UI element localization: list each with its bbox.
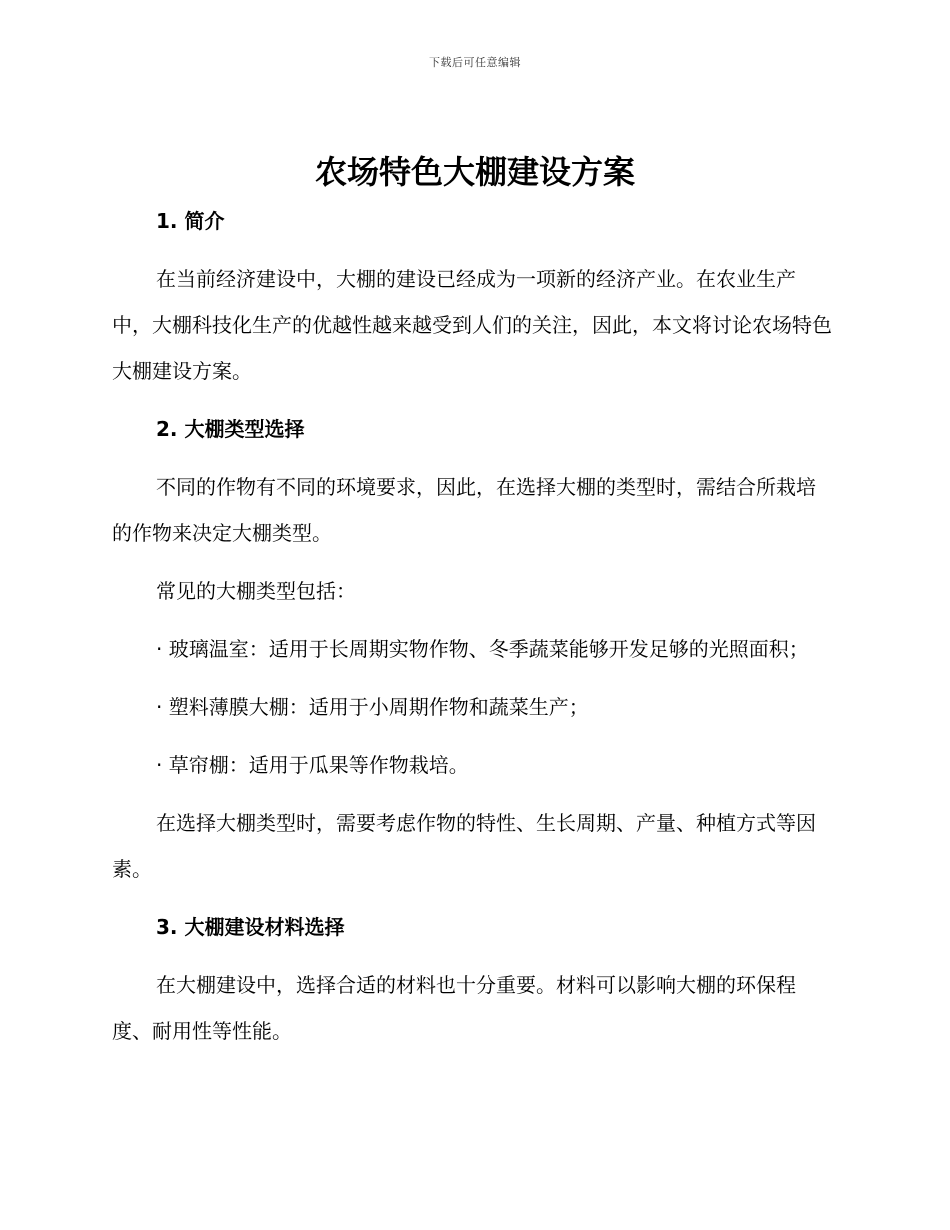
- section-heading-intro: 1. 简介: [156, 209, 225, 233]
- common-types-intro: 常见的大棚类型包括：: [156, 579, 356, 603]
- section-heading-greenhouse-types: 2. 大棚类型选择: [156, 417, 305, 441]
- document-body: [112, 198, 832, 1054]
- type-selection-factors-paragraph: 在选择大棚类型时，需要考虑作物的特性、生长周期、产量、种植方式等因素。: [112, 811, 816, 881]
- list-item-straw-curtain-shed: · 草帘棚：适用于瓜果等作物栽培。: [156, 753, 469, 777]
- intro-paragraph: 在当前经济建设中，大棚的建设已经成为一项新的经济产业。在农业生产中，大棚科技化生产的优越性越来越受到人们的关注，因此，本文将讨论农场特色大棚建设方案。: [112, 267, 832, 383]
- list-item-plastic-film-greenhouse: · 塑料薄膜大棚：适用于小周期作物和蔬菜生产；: [156, 695, 589, 719]
- page-header-note: 下载后可任意编辑: [429, 56, 521, 69]
- greenhouse-types-paragraph: 不同的作物有不同的环境要求，因此，在选择大棚的类型时，需结合所栽培的作物来决定大棚类型。: [112, 475, 816, 545]
- section-heading-materials: 3. 大棚建设材料选择: [156, 915, 345, 939]
- materials-paragraph: 在大棚建设中，选择合适的材料也十分重要。材料可以影响大棚的环保程度、耐用性等性能。: [112, 973, 796, 1043]
- document-title: 农场特色大棚建设方案: [314, 153, 635, 191]
- list-item-glass-greenhouse: · 玻璃温室：适用于长周期实物作物、冬季蔬菜能够开发足够的光照面积；: [156, 637, 809, 661]
